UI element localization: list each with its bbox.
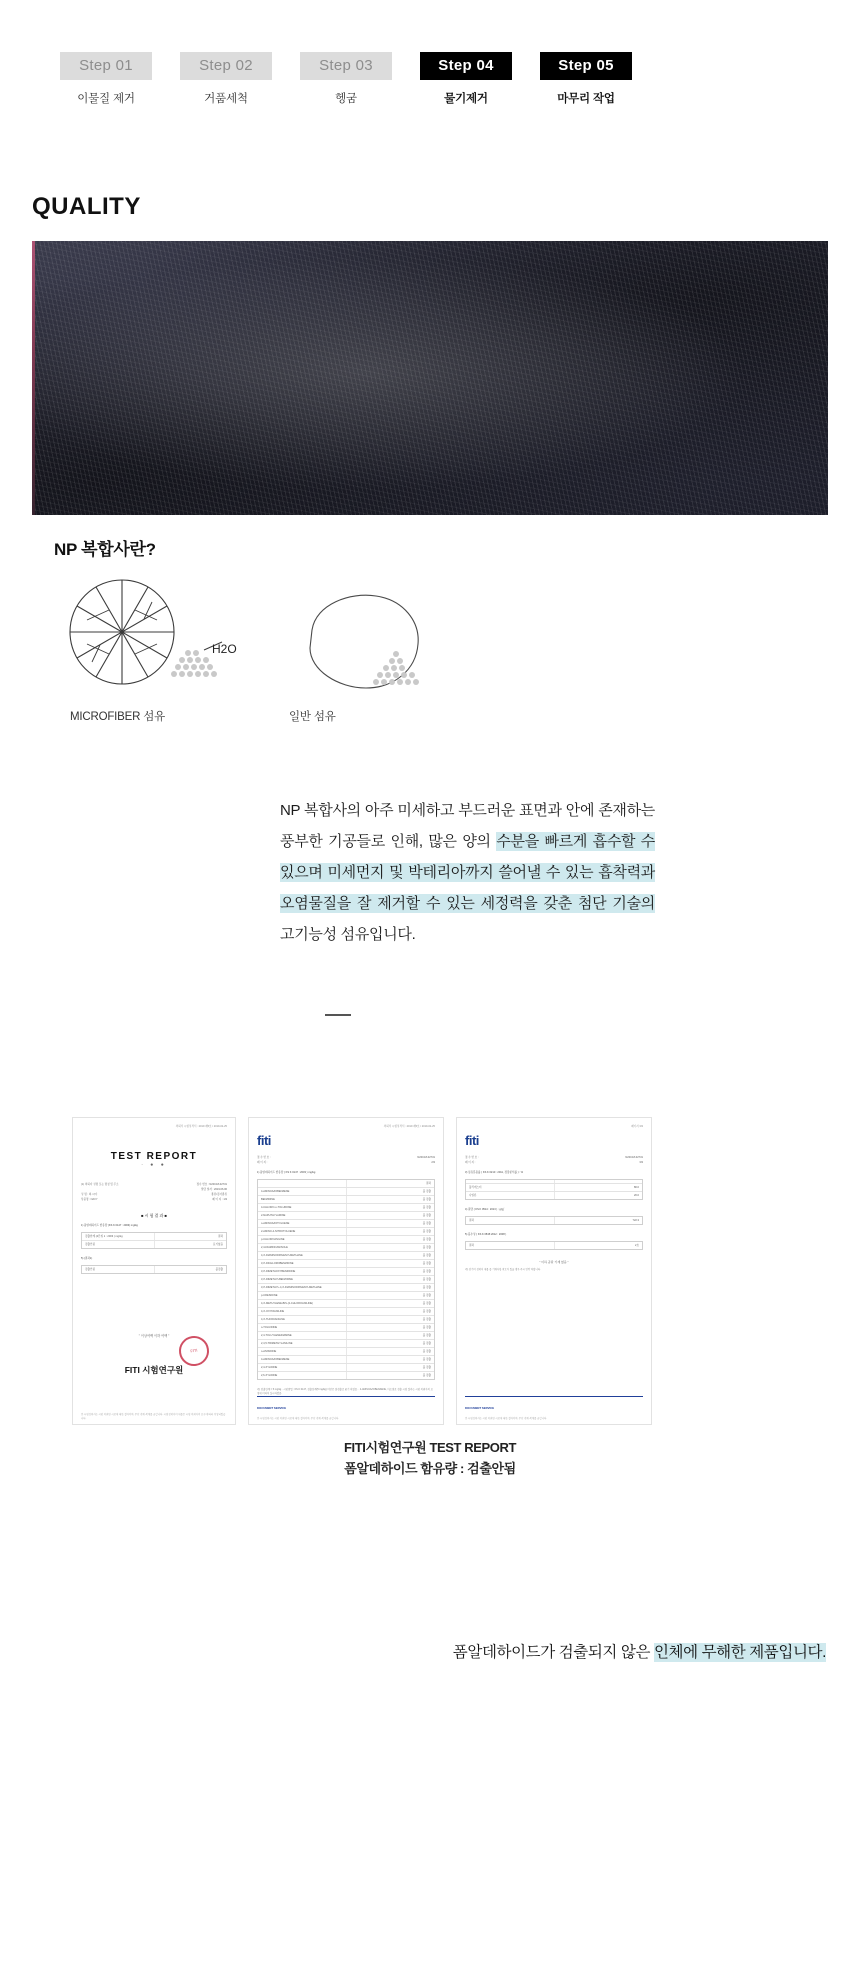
cert1-table (81, 1232, 227, 1249)
cert1-meta-row (81, 1198, 227, 1202)
np-description-part2: 고기능성 섬유입니다. (280, 926, 416, 943)
cert1-meta-val-1: 발급 일자 : 2019.06.06 (201, 1188, 227, 1191)
cert2-cell: 2,6-XYLIDINE (258, 1372, 347, 1379)
certificate-caption-line1: FITI시험연구원 TEST REPORT (343, 1440, 517, 1455)
cert1-meta-val-2: 종류/검사종류 (211, 1193, 227, 1196)
official-seal-icon: FITI (177, 1334, 211, 1368)
cert1-footer-fine: 본 시험성적서는 시험 의뢰된 시료에 대한 결과이며, 무단 전재·복제를 금합니다. 시험성적서의 내용은 시험 의뢰자의 요구에 따라 작성되었습니다. (81, 1413, 226, 1420)
cert3-blue-bar (465, 1396, 643, 1400)
cert3-note-center: " 이하 공란 기재 없음 " (539, 1260, 569, 1264)
cert2-meta-key-0: 접 수 번 호 : (257, 1156, 271, 1159)
diagram-caption-normal-fiber: 일반 섬유 (289, 711, 336, 723)
cert1-meta-key-3: 상품명 : NAVY (81, 1198, 98, 1201)
cert2-table (257, 1179, 435, 1380)
cert3-head-note: 페이지 3/3 (631, 1125, 643, 1128)
step-label-3: 헹굼 (335, 93, 357, 105)
cert2-cell: 불 검출 (422, 1309, 431, 1313)
cert2-cell: 불 검출 (422, 1349, 431, 1353)
cert2-cell: BENZIDINE (258, 1196, 347, 1203)
cert2-cell: 불 검출 (422, 1301, 431, 1305)
np-description-part1: NP 복합사의 아주 미세하고 부드러운 표면과 안에 존재하는 풍부한 기공들로 인해, 많은 양의 (280, 802, 655, 850)
cert1-cell: 표기없음 (212, 1242, 223, 1246)
cert2-cell: 불 검출 (422, 1317, 431, 1321)
cert2-col-b: 결과 (425, 1181, 431, 1185)
cert2-cell: p-CRESIDINE (258, 1292, 347, 1299)
process-steps (46, 52, 646, 106)
cert2-meta-val-1: 2/3 (431, 1161, 435, 1164)
closing-highlight: 인체에 무해한 제품입니다. (653, 1644, 826, 1661)
fiti-logo-text: fiti (257, 1133, 271, 1148)
cert2-cell: 2,4,5-TRIMETHYLANILINE (258, 1340, 347, 1347)
cert2-cell: 불 검출 (422, 1261, 431, 1265)
section-divider (325, 1014, 351, 1016)
step-chip-3: Step 03 (300, 52, 392, 80)
cert1-cell: 검출안됨 (82, 1241, 155, 1248)
cert3-cell: 2초 (635, 1243, 639, 1247)
cert2-cell: 불 검출 (422, 1285, 431, 1289)
cert1-meta-key-0: (1) 의뢰자 성명 또는 명칭 및 주소 (81, 1183, 119, 1186)
cert3-meta-key-1: 페 이 지 : (465, 1161, 476, 1164)
cert2-cell: o-AMINOAZOTOLUENE (258, 1220, 347, 1227)
cert3-section-label-1: 4) 질량 ( KS K 0514 : 2013 ) : g/㎡ (465, 1208, 505, 1211)
cert2-col-a (258, 1180, 347, 1187)
fiti-logo-2 (465, 1134, 643, 1148)
cert3-doc-service: DOCUMENT SERVICE (465, 1406, 495, 1410)
certificate-page-2[interactable] (248, 1117, 444, 1425)
cert3-col (555, 1180, 643, 1183)
cert1-cell: 검출안됨 (82, 1266, 155, 1273)
step-chip-5: Step 05 (540, 52, 632, 80)
cert2-cell: 불 검출 (422, 1373, 431, 1377)
cert2-footer-fine: 본 시험성적서는 시험 의뢰된 시료에 대한 결과이며, 무단 전재·복제를 금합니다. (257, 1416, 340, 1420)
step-chip-4: Step 04 (420, 52, 512, 80)
cert2-cell: o-TOLUIDINE (258, 1324, 347, 1331)
cert2-cell: 불 검출 (422, 1333, 431, 1337)
cert3-table-1 (465, 1216, 643, 1225)
step-label-5: 마무리 작업 (557, 93, 615, 105)
fabric-edge-trim (32, 241, 35, 515)
cert2-cell: o-ANISIDINE (258, 1348, 347, 1355)
cert3-meta-val-0: N20C18-02731 (625, 1156, 643, 1159)
cert2-meta (257, 1156, 435, 1165)
cert2-cell: 2,4-DIAMINOANISOLE (258, 1244, 347, 1251)
cert1-meta-key-2: 성 명 : 희.씨야 (81, 1193, 98, 1196)
certificate-page-3[interactable] (456, 1117, 652, 1425)
diagram-caption-microfiber: MICROFIBER 섬유 (70, 711, 166, 723)
cert2-doc-service: DOCUMENT SERVICE (257, 1406, 287, 1410)
cert3-col (466, 1180, 555, 1183)
cert2-cell: 불 검출 (422, 1237, 431, 1241)
cert2-cell: 불 검출 (422, 1229, 431, 1233)
cert2-cell: 4,4'-THIODIANILINE (258, 1316, 347, 1323)
cert3-meta-val-1: 3/3 (639, 1161, 643, 1164)
cert2-cell: 불 검출 (422, 1245, 431, 1249)
cert2-cell: 불 검출 (422, 1189, 431, 1193)
certificate-gallery (72, 1117, 788, 1427)
cert2-meta-val-0: N20C18-02731 (417, 1156, 435, 1159)
cert3-meta-key-0: 접 수 번 호 : (465, 1156, 479, 1159)
cert2-cell: 불 검출 (422, 1325, 431, 1329)
cert3-section-label-2: 5) 흡수성 ( KS K 0815:2012 : 2008 ) (465, 1233, 507, 1236)
step-chip-2: Step 02 (180, 52, 272, 80)
certificate-page-1[interactable] (72, 1117, 236, 1425)
step-label-2: 거품세척 (204, 93, 248, 105)
step-label-4: 물기제거 (444, 93, 488, 105)
cert1-table-label: 1) 폼알데하이드 함유량 (KS K 0147 : 2003) mg/kg (81, 1224, 138, 1227)
water-droplets (171, 650, 419, 685)
cert2-cell: 2-NAPHTHYLAMINE (258, 1212, 347, 1219)
cert3-footer-fine: 본 시험성적서는 시험 의뢰된 시료에 대한 결과이며, 무단 전재·복제를 금합니다. (465, 1416, 548, 1420)
cert1-meta-row (81, 1183, 227, 1187)
step-item-5 (526, 52, 646, 106)
cert1-meta-row (81, 1188, 227, 1192)
cert1-title: TEST REPORT (110, 1151, 198, 1162)
fabric-closeup-photo (32, 241, 828, 515)
cert1-result-label: ■ 시 험 결 과 ■ (141, 1213, 167, 1218)
cert1-cell: 검출한계 (4단위 1 : 2003 ) mg/kg (82, 1233, 155, 1240)
fiti-logo (257, 1134, 435, 1148)
step-label-1: 이물질 제거 (77, 93, 135, 105)
step-item-2 (166, 52, 286, 106)
cert1-cell: 불검출 (215, 1267, 223, 1271)
cert2-cell: p-CHLOROANILINE (258, 1236, 347, 1243)
cert2-cell: 3,3'-DIMETHYL-4,4'-DIAMINODIPHENYLMETHANE (258, 1284, 347, 1291)
quality-heading: QUALITY (32, 193, 141, 220)
cert2-meta-key-1: 페 이 지 : (257, 1161, 268, 1164)
cert3-cell: 결과 (466, 1242, 555, 1249)
closing-prefix: 폼알데하이드가 검출되지 않은 (452, 1644, 654, 1661)
cert1-meta-row (81, 1193, 227, 1197)
cert2-cell: 4,4'-METHYLENE-BIS-(2-CHLOROANILINE) (258, 1300, 347, 1307)
cert2-cell: 불 검출 (422, 1269, 431, 1273)
cert1-table-2 (81, 1265, 227, 1274)
cert2-cell: 4,4'-DIAMINODIPHENYLMETHANE (258, 1252, 347, 1259)
fabric-texture (32, 241, 828, 515)
certificate-caption (0, 1437, 860, 1479)
cert1-table-label-2: 5) (결과1) (81, 1257, 93, 1260)
h2o-label: H2O (212, 642, 237, 656)
cert2-cell: 불 검출 (422, 1221, 431, 1225)
cert2-cell: 4-AMINOAZOBENZENE (258, 1188, 347, 1195)
closing-statement (0, 1640, 860, 1662)
step-item-1 (46, 52, 166, 106)
cert2-cell: 4,4'-OXYDIANILINE (258, 1308, 347, 1315)
step-chip-1: Step 01 (60, 52, 152, 80)
cert1-head-note: 의뢰서 시험성적서 : 2019 제5호 / 2019-02-25 (175, 1125, 227, 1128)
cert2-cell: 불 검출 (422, 1341, 431, 1345)
cert2-cell: 3,3'-DIMETHOXYBENZIDINE (258, 1268, 347, 1275)
step-item-3 (286, 52, 406, 106)
fiti-logo-text-2: fiti (465, 1133, 479, 1148)
cert3-cell: 폴리에스터 (466, 1184, 555, 1191)
cert3-cell: 80.0 (633, 1185, 639, 1189)
cert3-meta (465, 1156, 643, 1165)
cert2-cell: 3,3'-DICHLOROBENZIDINE (258, 1260, 347, 1267)
cert2-cell: 4-CHLORO-o-TOLUIDINE (258, 1204, 347, 1211)
cert1-title-dots: · ● ● (141, 1162, 167, 1168)
cert2-cell: 불 검출 (422, 1357, 431, 1361)
cert2-cell: 2,4-XYLIDINE (258, 1364, 347, 1371)
cert1-signature: FITI 시험연구원 (124, 1365, 184, 1375)
np-description-highlight: 수분을 빠르게 흡수할 수 있으며 미세먼지 및 박테리아까지 쓸어낼 수 있는 흡착력과 오염물질을 잘 제거할 수 있는 세정력을 갖춘 첨단 기술의 (280, 833, 655, 912)
cert2-cell: 3,3'-DIMETHYLBENZIDINE (258, 1276, 347, 1283)
cert1-cell: 결과 (217, 1234, 223, 1238)
cert2-cell: 불 검출 (422, 1277, 431, 1281)
cert2-table-label: 1) 폼알데하이드 함유량 ( KS K 0147 : 2003 ) mg/kg (257, 1171, 316, 1174)
cert2-cell: 불 검출 (422, 1253, 431, 1257)
step-item-4 (406, 52, 526, 106)
cert2-blue-bar (257, 1396, 435, 1400)
cert3-cell: 결과 (466, 1217, 555, 1224)
cert1-note-center: " 이상여백 이하 여백 " (138, 1334, 170, 1338)
cert2-cell: 불 검출 (422, 1293, 431, 1297)
cert3-cell: 나일론 (466, 1192, 555, 1199)
cert3-table-2 (465, 1241, 643, 1250)
cert2-head-note: 의뢰서 시험성적서 : 2019 제5호 / 2019-02-25 (383, 1125, 435, 1128)
cert2-cell: 2,4-TOLUYLENEDIAMINE (258, 1332, 347, 1339)
cert3-note: 주) 상기의 성적서 내용 중 기재사항 착오가 있을 경우 즉시 연락 바랍니다. (465, 1268, 541, 1271)
cert2-cell: 불 검출 (422, 1197, 431, 1201)
cert2-cell: 불 검출 (422, 1213, 431, 1217)
cert2-cell: 불 검출 (422, 1365, 431, 1369)
np-section-heading: NP 복합사란? (54, 540, 156, 559)
np-description (280, 795, 655, 950)
cert3-cell: 20.0 (633, 1193, 639, 1197)
cert2-note: 주) 검출한계 = 5 mg/kg · 시험방법 : KS K 0147, 검출한계(5 mg/kg) 미만은 불검출로 표기 하였음. · 4-AMINOAZOBENZENE, 아조염료 검출 시험 결과는 시험 의뢰자의 요청에 의하여 실시하였음. (257, 1388, 433, 1395)
cert3-table-0 (465, 1179, 643, 1200)
cert2-cell: 2-AMINO-4-NITROTOLUENE (258, 1228, 347, 1235)
cert2-cell: 불 검출 (422, 1205, 431, 1209)
certificate-caption-line2: 폼알데하이드 함유량 : 검출안됨 (344, 1461, 516, 1476)
cert1-meta-val-3: 페 이 지 : 1/3 (212, 1198, 227, 1201)
cert2-cell: 4-AMINOAZOBENZENE (258, 1356, 347, 1363)
cert1-meta-val-0: 접수 번호 : N20C18-02731 (196, 1183, 227, 1186)
cert3-section-label-0: 3) 섬유혼용률 ( KS K 0210 : 2011, 정량분석률 ) : % (465, 1171, 524, 1174)
cert3-cell: 722.3 (632, 1218, 639, 1222)
